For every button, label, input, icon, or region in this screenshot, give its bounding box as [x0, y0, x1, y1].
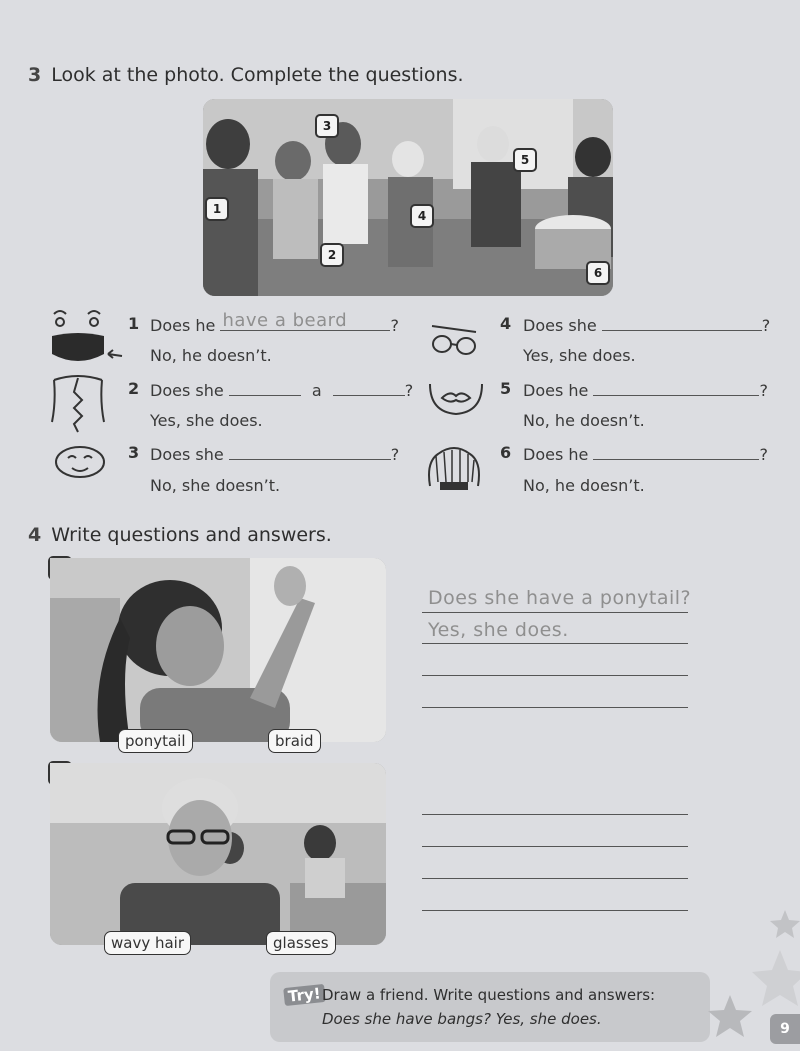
q4-answer: Yes, she does.	[523, 346, 636, 365]
q5-number: 5	[500, 379, 512, 398]
q6-question	[523, 443, 768, 464]
ponytail-girl-illustration	[50, 558, 386, 742]
answer-line-2-3[interactable]	[422, 878, 688, 879]
page-number: 9	[770, 1014, 800, 1044]
q5-answer: No, he doesn’t.	[523, 411, 645, 430]
beard-icon	[48, 306, 128, 366]
try-instruction: Draw a friend. Write questions and answers:	[322, 986, 656, 1004]
photo-label-6: 6	[586, 261, 610, 285]
q4-question	[523, 314, 770, 335]
ponytail-girl-photo	[50, 558, 386, 742]
answer-line-1-4[interactable]	[422, 707, 688, 708]
q3-blank[interactable]	[229, 443, 391, 460]
q6-end: ?	[759, 445, 768, 464]
q6-text: Does he	[523, 445, 589, 464]
curly-hair-icon	[424, 442, 484, 494]
q2-blank-1[interactable]	[229, 379, 301, 396]
q4-blank[interactable]	[602, 314, 762, 331]
q2-text: Does she	[150, 381, 224, 400]
q2-mid: a	[311, 381, 322, 400]
q4-text: Does she	[523, 316, 597, 335]
braid-icon	[48, 372, 108, 434]
q3-answer: No, she doesn’t.	[150, 476, 281, 495]
family-band-illustration	[203, 99, 613, 296]
q2-answer: Yes, she does.	[150, 411, 263, 430]
answer-line-2-1[interactable]	[422, 814, 688, 815]
q3-text: Does she	[150, 445, 224, 464]
q1-number: 1	[128, 314, 140, 333]
section-4-title-text: Write questions and answers.	[51, 524, 332, 546]
q5-end: ?	[759, 381, 768, 400]
photo-label-5: 5	[513, 148, 537, 172]
section-4-number: 4	[28, 524, 42, 546]
q3-end: ?	[390, 445, 400, 464]
q1-question	[150, 310, 399, 335]
q2-number: 2	[128, 379, 140, 398]
q4-number: 4	[500, 314, 512, 333]
answer-line-1-2[interactable]	[422, 643, 688, 644]
q6-blank[interactable]	[593, 443, 759, 460]
section-3-title-text: Look at the photo. Complete the questions.	[51, 64, 464, 86]
section-3-title	[28, 64, 464, 86]
section-3-number: 3	[28, 64, 42, 86]
label-glasses: glasses	[266, 931, 336, 955]
q4-end: ?	[761, 316, 771, 335]
q3-number: 3	[128, 443, 140, 462]
photo-label-1: 1	[205, 197, 229, 221]
answer-line-1-1[interactable]	[422, 612, 688, 613]
photo-label-4: 4	[410, 204, 434, 228]
q5-text: Does he	[523, 381, 589, 400]
q2-question	[150, 379, 413, 400]
answer-line-2-2[interactable]	[422, 846, 688, 847]
label-ponytail: ponytail	[118, 729, 193, 753]
mustache-icon	[426, 378, 486, 418]
q6-number: 6	[500, 443, 512, 462]
q1-end: ?	[390, 316, 399, 335]
q1-answer: No, he doesn’t.	[150, 346, 272, 365]
q1-blank[interactable]	[220, 310, 390, 331]
family-band-photo	[203, 99, 613, 296]
q2-blank-2[interactable]	[333, 379, 405, 396]
smiling-face-icon	[50, 444, 110, 480]
try-example: Does she have bangs? Yes, she does.	[322, 1010, 602, 1028]
answer-line-1-3[interactable]	[422, 675, 688, 676]
glasses-icon	[428, 322, 482, 358]
q1-text: Does he	[150, 316, 216, 335]
section-4-title	[28, 524, 332, 546]
try-box	[270, 972, 710, 1042]
q5-blank[interactable]	[593, 379, 759, 396]
photo-label-3: 3	[315, 114, 339, 138]
label-braid: braid	[268, 729, 321, 753]
answer-line-2-4[interactable]	[422, 910, 688, 911]
label-wavy-hair: wavy hair	[104, 931, 191, 955]
q1-filled-answer: have a beard	[222, 310, 348, 331]
wavy-hair-boy-photo	[50, 763, 386, 945]
photo-label-2: 2	[320, 243, 344, 267]
q3-question	[150, 443, 399, 464]
q5-question	[523, 379, 768, 400]
try-badge: Try!	[283, 984, 325, 1006]
q2-end: ?	[404, 381, 414, 400]
q6-answer: No, he doesn’t.	[523, 476, 645, 495]
wavy-hair-boy-illustration	[50, 763, 386, 945]
example-question: Does she have a ponytail?	[428, 587, 692, 609]
example-answer: Yes, she does.	[428, 619, 569, 641]
